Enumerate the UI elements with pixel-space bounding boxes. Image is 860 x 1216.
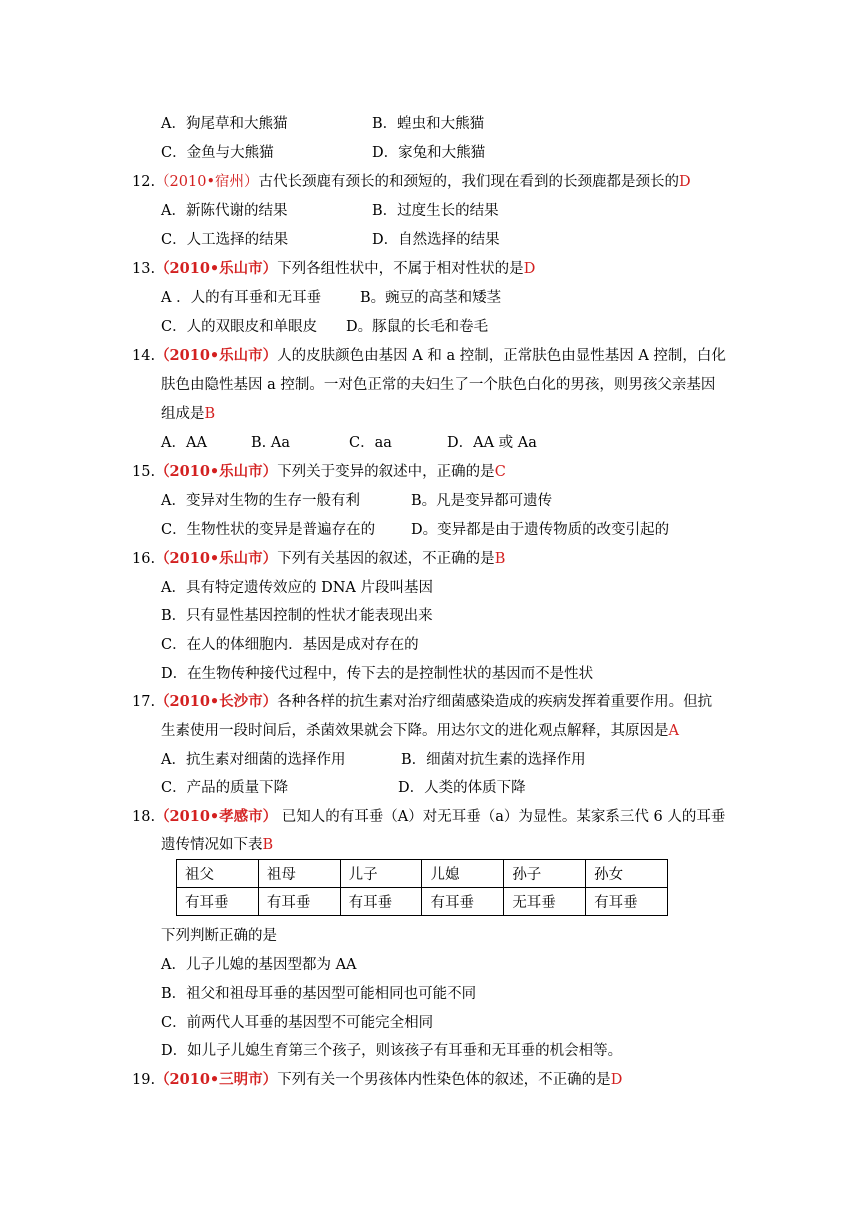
q13-stem xyxy=(132,259,535,279)
q13-option-c: C．人的双眼皮和单眼皮 xyxy=(161,319,318,335)
q12-stem xyxy=(132,172,691,192)
question-source: （2010•三明市） xyxy=(155,1071,278,1088)
q18-option-d: D．如儿子儿媳生育第三个孩子，则该孩子有耳垂和无耳垂的机会相等。 xyxy=(161,1043,623,1059)
q11-option-d: D．家兔和大熊猫 xyxy=(372,145,486,161)
answer-key: D xyxy=(610,1072,623,1088)
table-cell: 有耳垂 xyxy=(422,888,504,916)
table-cell: 祖母 xyxy=(258,860,340,888)
q16-option-a: A．具有特定遗传效应的 DNA 片段叫基因 xyxy=(161,580,433,596)
question-number: 14. xyxy=(132,348,156,364)
q13-option-d: D。豚鼠的长毛和卷毛 xyxy=(346,319,489,335)
q18-option-a: A．儿子儿媳的基因型都为 AA xyxy=(161,957,357,973)
q15-option-d: D。变异都是由于遗传物质的改变引起的 xyxy=(411,522,670,538)
question-number: 13. xyxy=(132,261,156,277)
question-text: 生素使用一段时间后，杀菌效果就会下降。用达尔文的进化观点解释，其原因是 xyxy=(161,723,669,739)
q18-prompt: 下列判断正确的是 xyxy=(161,928,277,944)
table-header-row xyxy=(177,860,668,888)
q17-option-a: A．抗生素对细菌的选择作用 xyxy=(161,752,346,768)
table-cell: 有耳垂 xyxy=(586,888,668,916)
answer-key: B xyxy=(494,551,506,567)
answer-key: B xyxy=(262,837,274,853)
q17-stem xyxy=(132,692,712,712)
question-source: （2010•孝感市） xyxy=(155,808,278,825)
q14-stem-line2: 肤色由隐性基因 a 控制。一对色正常的夫妇生了一个肤色白化的男孩，则男孩父亲基因 xyxy=(161,377,716,393)
q16-stem xyxy=(132,549,505,569)
question-number: 16. xyxy=(132,551,156,567)
table-cell: 祖父 xyxy=(177,860,259,888)
q12-option-a: A．新陈代谢的结果 xyxy=(161,203,288,219)
question-text: 各种各样的抗生素对治疗细菌感染造成的疾病发挥着重要作用。但抗 xyxy=(277,694,713,710)
question-text: 古代长颈鹿有颈长的和颈短的，我们现在看到的长颈鹿都是颈长的 xyxy=(258,174,680,190)
table-cell: 有耳垂 xyxy=(340,888,422,916)
table-cell: 有耳垂 xyxy=(177,888,259,916)
question-text: 下列关于变异的叙述中，正确的是 xyxy=(277,464,495,480)
question-number: 17. xyxy=(132,694,156,710)
q13-option-b: B。豌豆的高茎和矮茎 xyxy=(360,290,502,306)
q14-option-c: C．aa xyxy=(349,435,392,451)
q14-stem xyxy=(132,346,726,366)
table-cell: 儿子 xyxy=(340,860,422,888)
q17-stem-line2 xyxy=(161,721,679,741)
earlobe-table xyxy=(176,859,668,916)
answer-key: C xyxy=(494,464,506,480)
q15-option-b: B。凡是变异都可遗传 xyxy=(411,493,553,509)
table-cell: 无耳垂 xyxy=(504,888,586,916)
q17-option-d: D．人类的体质下降 xyxy=(398,780,526,796)
question-source: （2010•乐山市） xyxy=(155,347,278,364)
table-cell: 孙女 xyxy=(586,860,668,888)
q18-stem-line2 xyxy=(161,835,273,855)
q16-option-c: C．在人的体细胞内．基因是成对存在的 xyxy=(161,637,419,653)
q12-option-c: C．人工选择的结果 xyxy=(161,232,289,248)
q11-option-b: B．蝗虫和大熊猫 xyxy=(372,116,485,132)
q12-option-b: B．过度生长的结果 xyxy=(372,203,499,219)
q15-option-c: C．生物性状的变异是普遍存在的 xyxy=(161,522,376,538)
table-cell: 儿媳 xyxy=(422,860,504,888)
q19-stem xyxy=(132,1070,622,1090)
question-number: 12. xyxy=(132,174,156,190)
q14-option-b: B. Aa xyxy=(251,435,290,451)
question-text: 下列各组性状中，不属于相对性状的是 xyxy=(277,261,524,277)
question-source: （2010•乐山市） xyxy=(155,463,278,480)
q15-stem xyxy=(132,462,506,482)
q16-option-b: B．只有显性基因控制的性状才能表现出来 xyxy=(161,608,433,624)
q18-stem xyxy=(132,807,725,827)
q18-option-b: B．祖父和祖母耳垂的基因型可能相同也可能不同 xyxy=(161,986,477,1002)
question-number: 15. xyxy=(132,464,156,480)
q13-option-a: A ．人的有耳垂和无耳垂 xyxy=(161,290,322,306)
question-source: （2010•乐山市） xyxy=(155,550,278,567)
q16-option-d: D．在生物传种接代过程中，传下去的是控制性状的基因而不是性状 xyxy=(161,666,594,682)
question-text: 人的皮肤颜色由基因 A 和 a 控制，正常肤色由显性基因 A 控制，白化 xyxy=(277,348,726,364)
q17-option-b: B．细菌对抗生素的选择作用 xyxy=(401,752,586,768)
question-number: 19. xyxy=(132,1072,156,1088)
answer-key: B xyxy=(204,406,216,422)
question-text: 组成是 xyxy=(161,406,205,422)
q18-option-c: C．前两代人耳垂的基因型不可能完全相同 xyxy=(161,1015,434,1031)
table-cell: 有耳垂 xyxy=(258,888,340,916)
answer-key: D xyxy=(679,174,691,190)
q15-option-a: A．变异对生物的生存一般有利 xyxy=(161,493,360,509)
q14-option-d: D．AA 或 Aa xyxy=(447,435,537,451)
table-cell: 孙子 xyxy=(504,860,586,888)
question-source: （2010•乐山市） xyxy=(155,260,278,277)
question-text: 下列有关一个男孩体内性染色体的叙述，不正确的是 xyxy=(277,1072,611,1088)
table-row xyxy=(177,888,668,916)
q11-option-a: A．狗尾草和大熊猫 xyxy=(161,116,288,132)
q12-option-d: D．自然选择的结果 xyxy=(372,232,500,248)
answer-key: A xyxy=(668,723,679,739)
question-text: 已知人的有耳垂（A）对无耳垂（a）为显性。某家系三代 6 人的耳垂 xyxy=(277,809,726,825)
question-source: （2010•宿州） xyxy=(155,174,259,190)
question-number: 18. xyxy=(132,809,156,825)
question-source: （2010•长沙市） xyxy=(155,693,278,710)
q14-option-a: A．AA xyxy=(161,435,207,451)
question-text: 遗传情况如下表 xyxy=(161,837,263,853)
q14-stem-line3 xyxy=(161,404,215,424)
question-text: 下列有关基因的叙述，不正确的是 xyxy=(277,551,495,567)
q17-option-c: C．产品的质量下降 xyxy=(161,780,289,796)
answer-key: D xyxy=(523,261,536,277)
q11-option-c: C．金鱼与大熊猫 xyxy=(161,145,274,161)
